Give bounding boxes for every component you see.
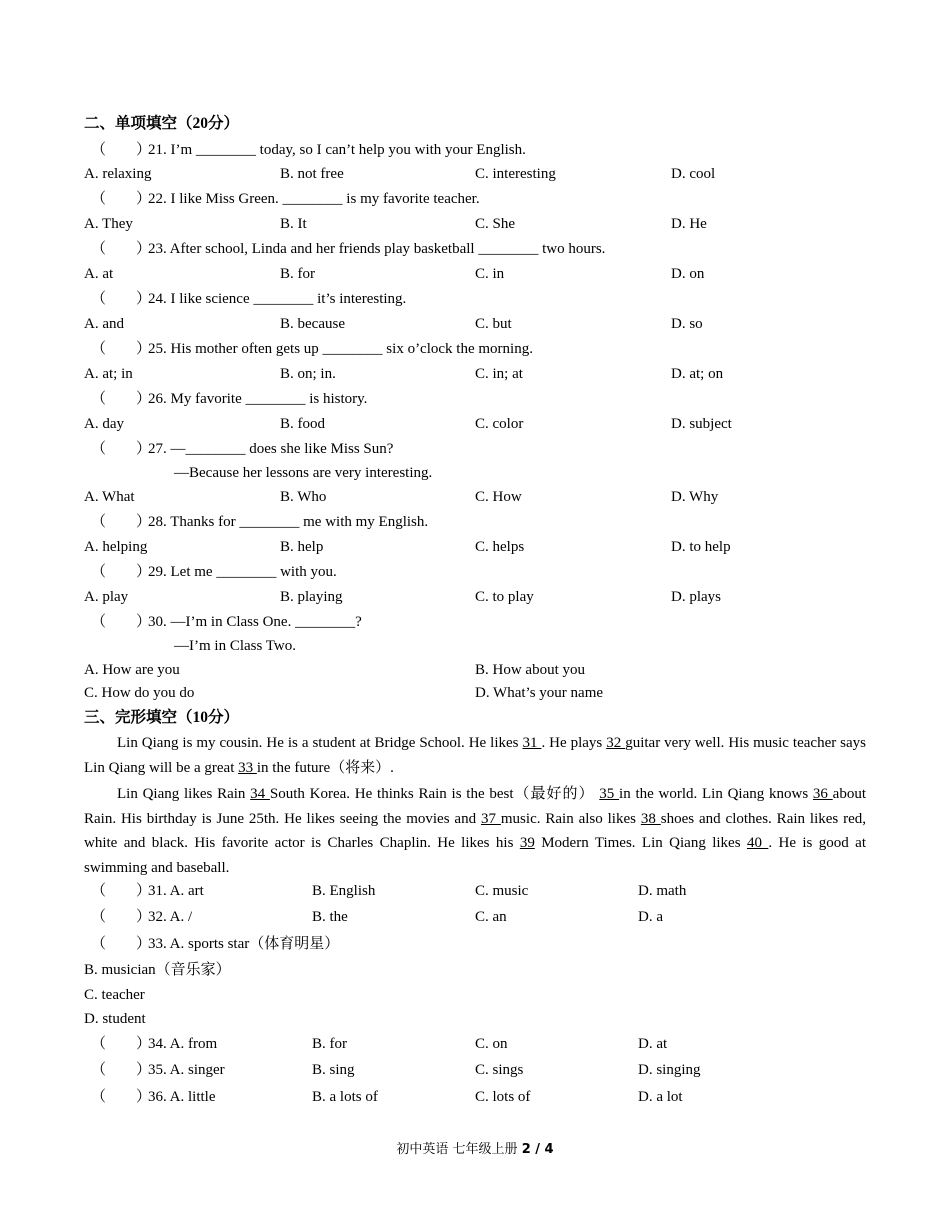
answer-paren[interactable]: （ ） (91, 391, 152, 407)
question-stem: 24. I like science ________ it’s interesting. (148, 291, 407, 307)
option-c: C. interesting (475, 166, 556, 182)
option-d: D. math (638, 883, 687, 899)
option-d: D. at; on (671, 366, 724, 382)
option-a: 35. A. singer (148, 1062, 225, 1078)
option-a: A. relaxing (84, 166, 152, 182)
answer-paren[interactable]: （ ） (91, 142, 152, 158)
cloze-question-31 (91, 881, 881, 901)
option-b: B. food (280, 416, 325, 432)
option-d: D. subject (671, 416, 732, 432)
blank-31: 31 (522, 735, 542, 751)
question-stem: 21. I’m ________ today, so I can’t help you with your English. (148, 142, 526, 158)
answer-paren[interactable]: （ ） (91, 341, 152, 357)
option-b: B. It (280, 216, 307, 232)
option-b: B. playing (280, 589, 343, 605)
option-b: B. for (280, 266, 315, 282)
options-30-row1 (84, 660, 874, 680)
options-21 (84, 164, 874, 184)
question-29 (91, 562, 337, 582)
option-b: B. because (280, 316, 345, 332)
question-21 (91, 140, 526, 160)
options-27 (84, 487, 874, 507)
blank-35: 35 (599, 786, 620, 802)
option-b: B. for (312, 1036, 347, 1052)
question-30-response: —I’m in Class Two. (174, 638, 297, 654)
option-b: B. musician（音乐家） (84, 962, 231, 978)
page-footer (0, 1138, 950, 1157)
question-26 (91, 389, 368, 409)
option-d: D. on (671, 266, 705, 282)
option-c: C. sings (475, 1062, 524, 1078)
option-c: C. in; at (475, 366, 523, 382)
question-stem: 28. Thanks for ________ me with my English. (148, 514, 429, 530)
option-c: C. She (475, 216, 516, 232)
question-stem: 30. —I’m in Class One. ________? (148, 614, 362, 630)
answer-paren[interactable]: （ ） (91, 441, 152, 457)
option-b: B. English (312, 883, 376, 899)
option-b: B. sing (312, 1062, 355, 1078)
option-b: B. a lots of (312, 1089, 378, 1105)
options-30-row2 (84, 683, 874, 703)
option-d: D. singing (638, 1062, 701, 1078)
question-stem: 27. —________ does she like Miss Sun? (148, 441, 394, 457)
option-d: D. student (84, 1011, 146, 1027)
option-b: B. the (312, 909, 348, 925)
question-stem: 25. His mother often gets up ________ six o’clock the morning. (148, 341, 533, 357)
blank-33: 33 (238, 759, 257, 776)
cloze-question-34 (91, 1034, 881, 1054)
option-a: 32. A. / (148, 909, 193, 925)
option-c: C. but (475, 316, 512, 332)
option-a: A. day (84, 416, 124, 432)
options-28 (84, 537, 874, 557)
question-24 (91, 289, 407, 309)
option-a: A. What (84, 489, 135, 505)
option-d: D. a lot (638, 1089, 683, 1105)
question-28 (91, 512, 429, 532)
answer-paren[interactable]: （ ） (91, 909, 152, 925)
question-30 (91, 612, 362, 632)
option-d: D. Why (671, 489, 719, 505)
blank-32: 32 (606, 735, 626, 751)
blank-39: 39 (519, 835, 535, 851)
option-b: B. not free (280, 166, 344, 182)
option-c: C. How do you do (84, 685, 195, 701)
question-stem: 29. Let me ________ with you. (148, 564, 337, 580)
answer-paren[interactable]: （ ） (91, 564, 152, 580)
option-c: C. lots of (475, 1089, 531, 1105)
blank-36: 36 (812, 786, 833, 802)
cloze-paragraph-1: Lin Qiang is my cousin. He is a student at Bridge School. He likes 31 . He plays 32 guitar very well. His music teacher says Lin Qiang will be a great 33 in the future（将来）. (84, 735, 867, 776)
option-a: 31. A. art (148, 883, 204, 899)
option-b: B. Who (280, 489, 327, 505)
option-a: 34. A. from (148, 1036, 218, 1052)
option-a: A. at (84, 266, 114, 282)
option-d: D. to help (671, 539, 731, 555)
option-b: B. How about you (475, 662, 585, 678)
footer-text: 初中英语 七年级上册 (396, 1142, 522, 1157)
options-25 (84, 364, 874, 384)
answer-paren[interactable]: （ ） (91, 191, 152, 207)
option-c: C. in (475, 266, 505, 282)
option-d: D. a (638, 909, 663, 925)
question-22 (91, 189, 480, 209)
option-c: C. How (475, 489, 522, 505)
option-a: A. at; in (84, 366, 133, 382)
option-c: C. on (475, 1036, 508, 1052)
answer-paren[interactable]: （ ） (91, 936, 152, 952)
option-c: C. color (475, 416, 524, 432)
option-a: 33. A. sports star（体育明星） (148, 936, 340, 952)
question-stem: 23. After school, Linda and her friends play basketball ________ two hours. (148, 241, 606, 257)
answer-paren[interactable]: （ ） (91, 514, 152, 530)
option-d: D. He (671, 216, 707, 232)
option-a: A. They (84, 216, 133, 232)
page-number: 2 / 4 (521, 1142, 554, 1157)
option-b: B. help (280, 539, 324, 555)
answer-paren[interactable]: （ ） (91, 883, 152, 899)
blank-34: 34 (250, 786, 270, 802)
options-23 (84, 264, 874, 284)
options-22 (84, 214, 874, 234)
answer-paren[interactable]: （ ） (91, 1089, 152, 1105)
option-a: A. and (84, 316, 124, 332)
question-stem: 26. My favorite ________ is history. (148, 391, 368, 407)
options-26 (84, 414, 874, 434)
question-27 (91, 439, 394, 459)
option-a: 36. A. little (148, 1089, 216, 1105)
answer-paren[interactable]: （ ） (91, 291, 152, 307)
option-a: A. How are you (84, 662, 180, 678)
option-c: C. helps (475, 539, 525, 555)
blank-40: 40 (746, 835, 769, 851)
option-a: A. helping (84, 539, 148, 555)
cloze-question-32 (91, 907, 881, 927)
question-25 (91, 339, 533, 359)
section-heading-cloze: 三、完形填空（10分） (84, 709, 240, 726)
answer-paren[interactable]: （ ） (91, 241, 152, 257)
question-27-response: —Because her lessons are very interesting. (174, 465, 433, 481)
option-b: B. on; in. (280, 366, 336, 382)
question-stem: 22. I like Miss Green. ________ is my favorite teacher. (148, 191, 480, 207)
option-c: C. teacher (84, 987, 145, 1003)
option-d: D. What’s your name (475, 685, 604, 701)
options-24 (84, 314, 874, 334)
blank-37: 37 (480, 810, 501, 827)
cloze-question-36 (91, 1087, 881, 1107)
cloze-question-33 (91, 934, 881, 954)
option-c: C. music (475, 883, 529, 899)
option-d: D. cool (671, 166, 716, 182)
question-23 (91, 239, 606, 259)
options-29 (84, 587, 874, 607)
cloze-paragraph-2: Lin Qiang likes Rain 34 South Korea. He thinks Rain is the best（最好的） 35 in the world. Lin Qiang knows 36 about Rain. His birthday is June 25th. He likes seeing the movies and 37 music. Rain also likes 38 shoes and clothes. Rain likes red, white and black. His favorite actor is Charles Chaplin. He likes his 39 Modern Times. Lin Qiang likes 40 . He is good at swimming and baseball. (84, 786, 867, 876)
option-d: D. plays (671, 589, 721, 605)
answer-paren[interactable]: （ ） (91, 1062, 152, 1078)
option-c: C. to play (475, 589, 534, 605)
blank-38: 38 (640, 810, 661, 827)
option-d: D. so (671, 316, 703, 332)
option-d: D. at (638, 1036, 668, 1052)
answer-paren[interactable]: （ ） (91, 614, 152, 630)
section-heading-multiple-choice: 二、单项填空（20分） (84, 115, 240, 132)
option-c: C. an (475, 909, 507, 925)
answer-paren[interactable]: （ ） (91, 1036, 152, 1052)
option-a: A. play (84, 589, 129, 605)
cloze-question-35 (91, 1060, 881, 1080)
